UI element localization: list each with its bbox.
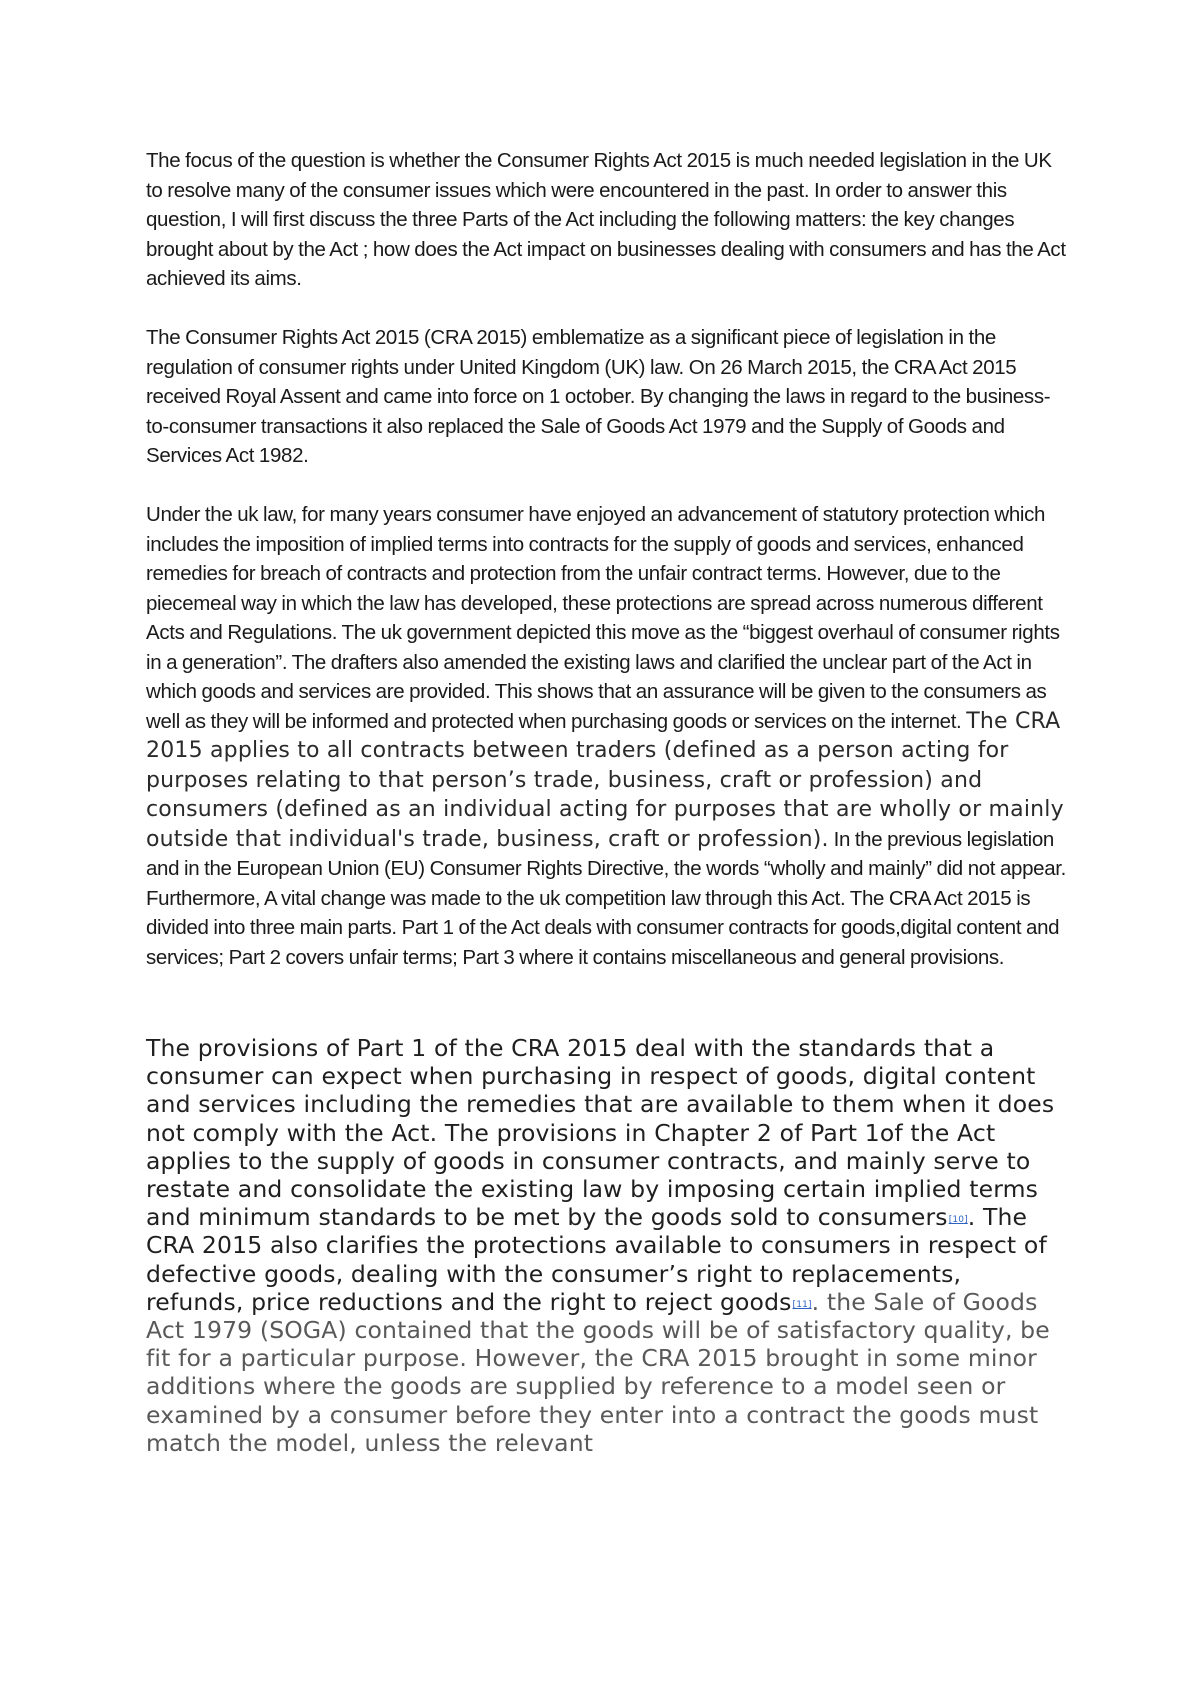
paragraph-part1-text-b: . The CRA 2015 also clarifies the protections available to consumers in respect of defective goods, dealing with the consumer’s right to replacements, refunds, price reductions and the right to reject goods: [146, 1203, 1047, 1316]
paragraph-intro: The focus of the question is whether the Consumer Rights Act 2015 is much needed legislation in the UK to resolve many of the consumer issues which were encountered in the past. In order to answer this question, I will first discuss the three Parts of the Act including the following matters: the key changes brought about by the Act ; how does the Act impact on businesses dealing with consumers and has the Act achieved its aims.: [146, 149, 1066, 290]
footnote-link-10[interactable]: [10]: [948, 1215, 968, 1226]
paragraph-part1-provisions: [146, 1034, 1066, 1457]
paragraph-uk-law-definitions: The CRA 2015 applies to all contracts between traders (defined as a person acting for purposes relating to that person’s trade, business, craft or profession) and consumers (defined as an individual acting for purposes that are wholly or mainly outside that individual's trade, business, craft or profession).: [146, 708, 1064, 852]
footnote-link-11[interactable]: [11]: [792, 1299, 812, 1310]
paragraph-uk-law-part3: In the previous legislation and in the European Union (EU) Consumer Rights Directive, the words “wholly and mainly” did not appear. Furthermore, A vital change was made to the uk competition law through this Act. The CRA Act 2015 is divided into three main parts. Part 1 of the Act deals with consumer contracts for goods,digital content and services; Part 2 covers unfair terms; Part 3 where it contains miscellaneous and general provisions.: [146, 827, 1066, 969]
paragraph-uk-law-background: [146, 500, 1066, 972]
paragraph-uk-law-part1: Under the uk law, for many years consumer have enjoyed an advancement of statutory protection which includes the imposition of implied terms into contracts for the supply of goods and services, enhanced remedies for breach of contracts and protection from the unfair contract terms. However, due to the piecemeal way in which the law has developed, these protections are spread across numerous different Acts and Regulations. The uk government depicted this move as the “biggest overhaul of consumer rights in a generation”. The drafters also amended the existing laws and clarified the unclear part of the Act in which goods and services are provided. This shows that an assurance will be given to the consumers as well as they will be informed and protected when purchasing goods or services on the internet.: [146, 503, 1060, 733]
paragraph-part1-text-a: The provisions of Part 1 of the CRA 2015 deal with the standards that a consumer can expect when purchasing in respect of goods, digital content and services including the remedies that are available to them when it does not comply with the Act. The provisions in Chapter 2 of Part 1of the Act applies to the supply of goods in consumer contracts, and mainly serve to restate and consolidate the existing law by imposing certain implied terms and minimum standards to be met by the goods sold to consumers: [146, 1034, 1055, 1232]
paragraph-part1-text-c: . the Sale of Goods Act 1979 (SOGA) contained that the goods will be of satisfactory quality, be fit for a particular purpose. However, the CRA 2015 brought in some minor additions where the goods are supplied by reference to a model seen or examined by a consumer before they enter into a contract the goods must match the model, unless the relevant: [146, 1287, 1050, 1457]
paragraph-cra-overview: The Consumer Rights Act 2015 (CRA 2015) emblematize as a significant piece of legislation in the regulation of consumer rights under United Kingdom (UK) law. On 26 March 2015, the CRA Act 2015 received Royal Assent and came into force on 1 october. By changing the laws in regard to the business-to-consumer transactions it also replaced the Sale of Goods Act 1979 and the Supply of Goods and Services Act 1982.: [146, 326, 1051, 467]
document-body: [146, 146, 1066, 1457]
